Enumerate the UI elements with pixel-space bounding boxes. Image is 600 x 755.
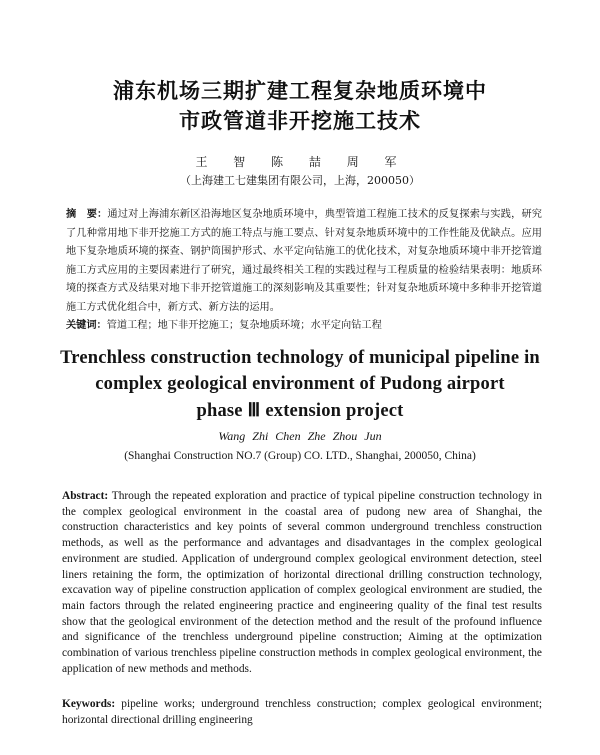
english-title-line-1: Trenchless construction technology of municipal pipeline in bbox=[60, 348, 540, 368]
english-affiliation: (Shanghai Construction NO.7 (Group) CO. LTD., Shanghai, 200050, China) bbox=[124, 450, 476, 462]
english-abstract-label: Abstract: bbox=[62, 490, 109, 502]
english-authors: Wang Zhi Chen Zhe Zhou Jun bbox=[218, 429, 382, 443]
english-keywords bbox=[62, 697, 542, 728]
chinese-keywords-text: 管道工程；地下非开挖施工；复杂地质环境；水平定向钻工程 bbox=[106, 320, 382, 331]
english-abstract bbox=[62, 489, 542, 677]
english-keywords-text: pipeline works; underground trenchless construction; complex geological environment; horizontal directional drilling engineering bbox=[62, 698, 542, 726]
chinese-abstract bbox=[66, 205, 542, 318]
chinese-affiliation: （上海建工七建集团有限公司，上海，200050） bbox=[180, 174, 420, 187]
english-keywords-label: Keywords: bbox=[62, 698, 116, 710]
chinese-title-line-2: 市政管道非开挖施工技术 bbox=[179, 109, 421, 133]
chinese-abstract-text: 通过对上海浦东新区沿海地区复杂地质环境中，典型管道工程施工技术的反复探索与实践，研究了几种常用地下非开挖施工方式的施工特点与施工要点、针对复杂地质环境中的工作性能及优缺点。应用地下复杂地质环境的探查、钢护筒围护形式、水平定向钻施工的优化技术，对复杂地质环境中非开挖管道施工方式应用的主要因素进行了研究，通过最终相关工程的实践过程与工程质量的检验结果表明：地质环境的探查方式及结果对地下非开挖管道施工的深刻影响及其重要性；针对复杂地质环境中多种非开挖管道施工方式优化组合中，新方式、新方法的运用。 bbox=[66, 209, 542, 313]
english-title-line-3: phase Ⅲ extension project bbox=[196, 401, 404, 421]
chinese-abstract-label: 摘 要： bbox=[66, 208, 108, 220]
english-abstract-text: Through the repeated exploration and practice of typical pipeline construction technology in the complex geological environment in the coastal area of pudong new area of Shanghai, the construction characteristics and key points of several common underground trenchless construction methods, as well as the performance and advantages and disadvantages in the complex geological environment are studied. Application of underground complex geological environment detection, steel liners retaining the form, the optimization of horizontal directional drilling construction technology, excavation way of pipeline construction application of complex geological environment are studied, the main factors through the related engineering practice and engineering quality of the final test results show that the geological environment of the detection method and the result of the profound influence and significance of the trenchless underground pipeline construction; Aiming at the optimization combination of various trenchless pipeline construction methods in complex geological environment, the application of new methods and methods. bbox=[62, 490, 542, 675]
chinese-keywords bbox=[66, 316, 542, 336]
chinese-keywords-label: 关键词： bbox=[66, 319, 107, 331]
english-title-line-2: complex geological environment of Pudong airport bbox=[95, 374, 505, 394]
chinese-authors: 王 智 陈 喆 周 军 bbox=[195, 155, 405, 169]
chinese-title-line-1: 浦东机场三期扩建工程复杂地质环境中 bbox=[113, 79, 487, 103]
